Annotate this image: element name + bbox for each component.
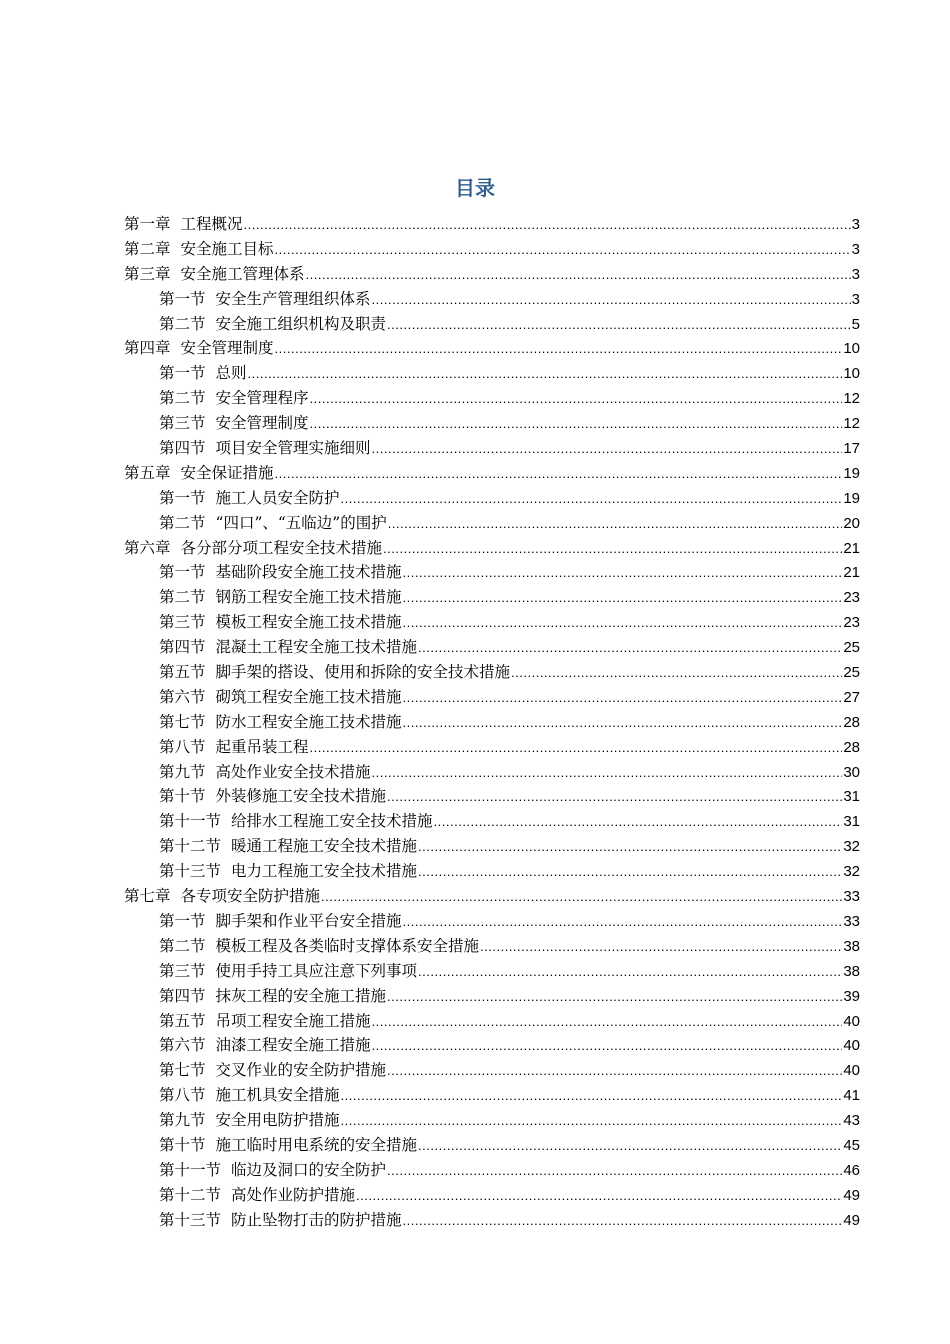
toc-entry-title: 安全施工管理体系 [180, 264, 305, 283]
toc-entry-number: 第十三节 [159, 1210, 222, 1229]
toc-entry-title: 施工临时用电系统的安全措施 [215, 1135, 418, 1154]
toc-entry[interactable] [124, 1033, 860, 1058]
toc-entry-number: 第七节 [159, 712, 206, 731]
toc-entry-title: 暖通工程施工安全技术措施 [231, 837, 418, 856]
toc-entry-page-number: 30 [843, 763, 860, 781]
dot-leader [275, 462, 843, 486]
toc-entry-title: 总则 [215, 364, 247, 383]
toc-entry-number: 第二节 [159, 588, 206, 607]
toc-entry-label [124, 237, 274, 262]
toc-entry-number: 第八节 [159, 737, 206, 756]
toc-entry-number: 第四章 [124, 339, 171, 358]
toc-entry-page-number: 33 [843, 912, 860, 930]
toc-entry[interactable] [124, 784, 860, 809]
toc-entry-number: 第五节 [159, 1011, 206, 1030]
toc-entry[interactable] [124, 859, 860, 884]
toc-entry-page-number: 32 [843, 863, 860, 881]
toc-entry-label [159, 511, 387, 536]
toc-entry-page-number: 3 [851, 216, 860, 233]
toc-entry-page-number: 32 [843, 838, 860, 856]
toc-entry[interactable] [124, 411, 860, 436]
dot-leader [434, 810, 843, 834]
toc-entry[interactable] [124, 959, 860, 984]
toc-entry-page-number: 49 [843, 1211, 860, 1229]
dot-leader [341, 487, 843, 511]
toc-entry-number: 第五章 [124, 463, 171, 482]
toc-entry[interactable] [124, 685, 860, 710]
toc-entry-title: 给排水工程施工安全技术措施 [231, 812, 433, 831]
dot-leader [403, 611, 843, 635]
toc-entry-number: 第一章 [124, 215, 171, 233]
toc-entry-page-number: 21 [843, 564, 860, 582]
toc-entry-label [159, 660, 510, 685]
toc-entry-number: 第二节 [159, 513, 206, 532]
toc-entry-label [159, 610, 402, 635]
toc-entry-label [159, 1009, 371, 1034]
toc-entry[interactable] [124, 1009, 860, 1034]
toc-entry-number: 第十节 [159, 1135, 206, 1154]
toc-entry-title: 混凝土工程安全施工技术措施 [215, 638, 418, 657]
toc-entry-label [159, 809, 433, 834]
toc-entry-page-number: 23 [843, 589, 860, 607]
toc-entry-title: 模板工程及各类临时支撑体系安全措施 [215, 936, 480, 955]
toc-entry-number: 第一节 [159, 911, 206, 930]
toc-entry-page-number: 43 [843, 1112, 860, 1130]
toc-entry-number: 第二章 [124, 239, 171, 258]
toc-entry[interactable] [124, 361, 860, 386]
dot-leader [403, 561, 843, 585]
toc-entry-number: 第四节 [159, 986, 206, 1005]
table-of-contents [124, 212, 860, 1233]
toc-entry-number: 第三节 [159, 414, 206, 433]
toc-entry-number: 第六章 [124, 538, 171, 557]
toc-entry-title: “四口”、“五临边”的围护 [215, 513, 387, 532]
toc-entry[interactable] [124, 336, 860, 361]
toc-entry-number: 第五节 [159, 663, 206, 682]
toc-entry-title: 高处作业防护措施 [231, 1185, 356, 1204]
toc-entry-title: 安全管理制度 [180, 339, 274, 358]
toc-entry[interactable] [124, 536, 860, 561]
toc-entry[interactable] [124, 834, 860, 859]
dot-leader [321, 885, 842, 909]
toc-entry-number: 第七章 [124, 887, 171, 906]
toc-entry-number: 第二节 [159, 936, 206, 955]
toc-entry-label [159, 312, 386, 337]
toc-entry-title: 临边及洞口的安全防护 [231, 1160, 387, 1179]
toc-entry-number: 第四节 [159, 439, 206, 458]
toc-entry-title: 安全管理制度 [215, 414, 309, 433]
toc-entry-page-number: 33 [843, 888, 860, 906]
toc-entry[interactable] [124, 1133, 860, 1158]
toc-entry-page-number: 31 [843, 813, 860, 831]
toc-entry-label [159, 735, 309, 760]
toc-entry[interactable] [124, 1058, 860, 1083]
toc-entry[interactable] [124, 635, 860, 660]
toc-entry-title: 项目安全管理实施细则 [215, 439, 371, 458]
toc-entry-label [159, 1183, 355, 1208]
toc-entry-label [159, 486, 340, 511]
toc-entry-number: 第一节 [159, 563, 206, 582]
dot-leader [403, 711, 843, 735]
toc-entry-number: 第十一节 [159, 812, 222, 831]
toc-entry-title: 抹灰工程的安全施工措施 [215, 986, 387, 1005]
dot-leader [418, 636, 842, 660]
toc-entry-label [124, 336, 274, 361]
toc-entry-title: 高处作业安全技术措施 [215, 762, 371, 781]
toc-entry-page-number: 45 [843, 1136, 860, 1154]
toc-entry-page-number: 25 [843, 639, 860, 657]
toc-entry-number: 第六节 [159, 687, 206, 706]
dot-leader [403, 910, 843, 934]
toc-entry-page-number: 40 [843, 1012, 860, 1030]
toc-entry-title: 脚手架和作业平台安全措施 [215, 911, 402, 930]
dot-leader [275, 337, 843, 361]
toc-entry-page-number: 12 [843, 390, 860, 408]
toc-entry[interactable] [124, 237, 860, 262]
toc-entry-title: 使用手持工具应注意下列事项 [215, 961, 418, 980]
dot-leader [418, 960, 842, 984]
toc-entry-page-number: 3 [851, 265, 860, 283]
toc-entry-number: 第三节 [159, 613, 206, 632]
dot-leader [418, 860, 842, 884]
dot-leader [372, 1010, 843, 1034]
dot-leader [372, 761, 843, 785]
toc-entry-number: 第一节 [159, 289, 206, 308]
toc-entry-label [124, 884, 320, 909]
toc-entry-page-number: 38 [843, 937, 860, 955]
toc-entry[interactable] [124, 436, 860, 461]
toc-entry-label [159, 685, 402, 710]
dot-leader [387, 1059, 842, 1083]
toc-entry-title: 各专项安全防护措施 [180, 887, 321, 906]
toc-entry-number: 第二节 [159, 314, 206, 333]
toc-entry[interactable] [124, 984, 860, 1009]
toc-entry[interactable] [124, 660, 860, 685]
toc-entry-page-number: 19 [843, 489, 860, 507]
toc-entry-label [159, 287, 371, 312]
dot-leader [387, 1159, 842, 1183]
toc-entry-number: 第十节 [159, 787, 206, 806]
toc-entry-number: 第十二节 [159, 1185, 222, 1204]
dot-leader [356, 1184, 842, 1208]
toc-entry-page-number: 10 [843, 340, 860, 358]
dot-leader [387, 313, 851, 337]
toc-entry-page-number: 20 [843, 514, 860, 532]
toc-entry-label [159, 834, 417, 859]
toc-entry-page-number: 31 [843, 788, 860, 806]
dot-leader [310, 736, 843, 760]
toc-entry[interactable] [124, 735, 860, 760]
dot-leader [372, 1034, 843, 1058]
toc-entry-number: 第九节 [159, 1111, 206, 1130]
dot-leader [306, 263, 851, 287]
toc-entry-label [159, 585, 402, 610]
toc-entry-page-number: 40 [843, 1037, 860, 1055]
toc-entry-title: 工程概况 [180, 215, 243, 233]
dot-leader [403, 686, 843, 710]
toc-entry[interactable] [124, 386, 860, 411]
dot-leader [403, 586, 843, 610]
toc-entry-number: 第三节 [159, 961, 206, 980]
toc-entry-number: 第三章 [124, 264, 171, 283]
toc-entry-page-number: 28 [843, 738, 860, 756]
toc-entry-number: 第一节 [159, 488, 206, 507]
toc-entry[interactable] [124, 1183, 860, 1208]
dot-leader [403, 1209, 843, 1233]
toc-entry-title: 基础阶段安全施工技术措施 [215, 563, 402, 582]
toc-entry-title: 砌筑工程安全施工技术措施 [215, 687, 402, 706]
toc-entry-title: 安全管理程序 [215, 389, 309, 408]
toc-entry[interactable] [124, 909, 860, 934]
toc-entry-title: 施工机具安全措施 [215, 1086, 340, 1105]
toc-entry-page-number: 3 [851, 240, 860, 258]
dot-leader [341, 1084, 843, 1108]
toc-entry[interactable] [124, 884, 860, 909]
toc-entry-title: 起重吊装工程 [215, 737, 309, 756]
toc-entry-page-number: 38 [843, 962, 860, 980]
toc-entry-number: 第九节 [159, 762, 206, 781]
toc-entry-title: 钢筋工程安全施工技术措施 [215, 588, 402, 607]
dot-leader [310, 412, 843, 436]
toc-entry[interactable] [124, 486, 860, 511]
dot-leader [383, 537, 842, 561]
dot-leader [387, 785, 842, 809]
toc-entry-page-number: 19 [843, 464, 860, 482]
toc-entry[interactable] [124, 760, 860, 785]
toc-entry-label [159, 361, 247, 386]
toc-entry-label [159, 1108, 340, 1133]
dot-leader [372, 437, 843, 461]
toc-entry-title: 模板工程安全施工技术措施 [215, 613, 402, 632]
toc-entry-title: 各分部分项工程安全技术措施 [180, 538, 383, 557]
toc-entry-title: 油漆工程安全施工措施 [215, 1036, 371, 1055]
toc-entry-number: 第一节 [159, 364, 206, 383]
toc-entry-page-number: 27 [843, 688, 860, 706]
toc-entry-label [159, 984, 386, 1009]
toc-entry-label [159, 1083, 340, 1108]
toc-entry-title: 安全用电防护措施 [215, 1111, 340, 1130]
toc-entry[interactable] [124, 1083, 860, 1108]
toc-entry-label [159, 1033, 371, 1058]
toc-entry-page-number: 23 [843, 614, 860, 632]
toc-entry-number: 第十一节 [159, 1160, 222, 1179]
dot-leader [418, 835, 842, 859]
toc-entry[interactable] [124, 610, 860, 635]
toc-entry-label [124, 212, 243, 237]
toc-entry[interactable] [124, 1108, 860, 1133]
toc-entry-label [159, 1158, 386, 1183]
toc-entry-page-number: 40 [843, 1062, 860, 1080]
toc-entry-label [159, 1133, 417, 1158]
toc-entry-label [159, 1058, 386, 1083]
toc-entry-title: 防止坠物打击的防护措施 [231, 1210, 402, 1229]
toc-entry[interactable] [124, 1208, 860, 1233]
dot-leader [511, 661, 842, 685]
toc-entry[interactable] [124, 1158, 860, 1183]
toc-entry-label [159, 784, 386, 809]
toc-entry-page-number: 49 [843, 1186, 860, 1204]
toc-entry-page-number: 25 [843, 664, 860, 682]
toc-entry-label [159, 386, 309, 411]
toc-entry-label [159, 560, 402, 585]
toc-entry-number: 第二节 [159, 389, 206, 408]
toc-entry-page-number: 3 [851, 290, 860, 308]
toc-entry-label [159, 959, 417, 984]
dot-leader [310, 387, 843, 411]
toc-entry-number: 第四节 [159, 638, 206, 657]
toc-entry-page-number: 28 [843, 713, 860, 731]
toc-entry[interactable] [124, 312, 860, 337]
toc-entry-title: 安全生产管理组织体系 [215, 289, 371, 308]
toc-entry-title: 防水工程安全施工技术措施 [215, 712, 402, 731]
toc-entry-label [124, 536, 382, 561]
toc-entry-label [159, 909, 402, 934]
toc-entry[interactable] [124, 560, 860, 585]
toc-entry[interactable] [124, 809, 860, 834]
toc-entry-page-number: 21 [843, 539, 860, 557]
toc-entry-page-number: 46 [843, 1161, 860, 1179]
toc-entry[interactable] [124, 934, 860, 959]
toc-entry-page-number: 10 [843, 365, 860, 383]
toc-entry-page-number: 5 [851, 315, 860, 333]
toc-entry-title: 安全保证措施 [180, 463, 274, 482]
dot-leader [388, 512, 843, 536]
toc-entry[interactable] [124, 710, 860, 735]
toc-entry-page-number: 41 [843, 1087, 860, 1105]
toc-entry-title: 脚手架的搭设、使用和拆除的安全技术措施 [215, 663, 511, 682]
toc-entry[interactable] [124, 262, 860, 287]
toc-entry-number: 第七节 [159, 1061, 206, 1080]
toc-entry-label [159, 411, 309, 436]
toc-entry-title: 交叉作业的安全防护措施 [215, 1061, 387, 1080]
toc-entry-title: 施工人员安全防护 [215, 488, 340, 507]
toc-entry[interactable] [124, 287, 860, 312]
toc-entry[interactable] [124, 585, 860, 610]
toc-entry-number: 第六节 [159, 1036, 206, 1055]
toc-entry-number: 第十三节 [159, 862, 222, 881]
dot-leader [387, 985, 842, 1009]
page-title: 目录 [455, 176, 495, 200]
dot-leader [480, 935, 842, 959]
toc-entry-number: 第十二节 [159, 837, 222, 856]
toc-entry-label [124, 262, 305, 287]
toc-entry-title: 安全施工组织机构及职责 [215, 314, 387, 333]
toc-entry-label [159, 1208, 402, 1233]
dot-leader [248, 362, 843, 386]
toc-entry[interactable] [124, 212, 860, 237]
toc-entry[interactable] [124, 511, 860, 536]
toc-entry-title: 吊项工程安全施工措施 [215, 1011, 371, 1030]
toc-entry-label [159, 635, 417, 660]
toc-entry[interactable] [124, 461, 860, 486]
toc-entry-title: 电力工程施工安全技术措施 [231, 862, 418, 881]
toc-entry-label [159, 710, 402, 735]
dot-leader [275, 238, 851, 262]
toc-entry-number: 第八节 [159, 1086, 206, 1105]
toc-entry-title: 安全施工目标 [180, 239, 274, 258]
toc-entry-label [159, 436, 371, 461]
dot-leader [418, 1134, 842, 1158]
dot-leader [244, 213, 851, 237]
toc-entry-page-number: 39 [843, 987, 860, 1005]
toc-entry-label [159, 760, 371, 785]
toc-entry-title: 外装修施工安全技术措施 [215, 787, 387, 806]
toc-entry-label [124, 461, 274, 486]
toc-entry-label [159, 859, 417, 884]
dot-leader [341, 1109, 843, 1133]
toc-entry-page-number: 17 [843, 440, 860, 458]
dot-leader [372, 288, 851, 312]
toc-entry-label [159, 934, 479, 959]
toc-entry-page-number: 12 [843, 415, 860, 433]
